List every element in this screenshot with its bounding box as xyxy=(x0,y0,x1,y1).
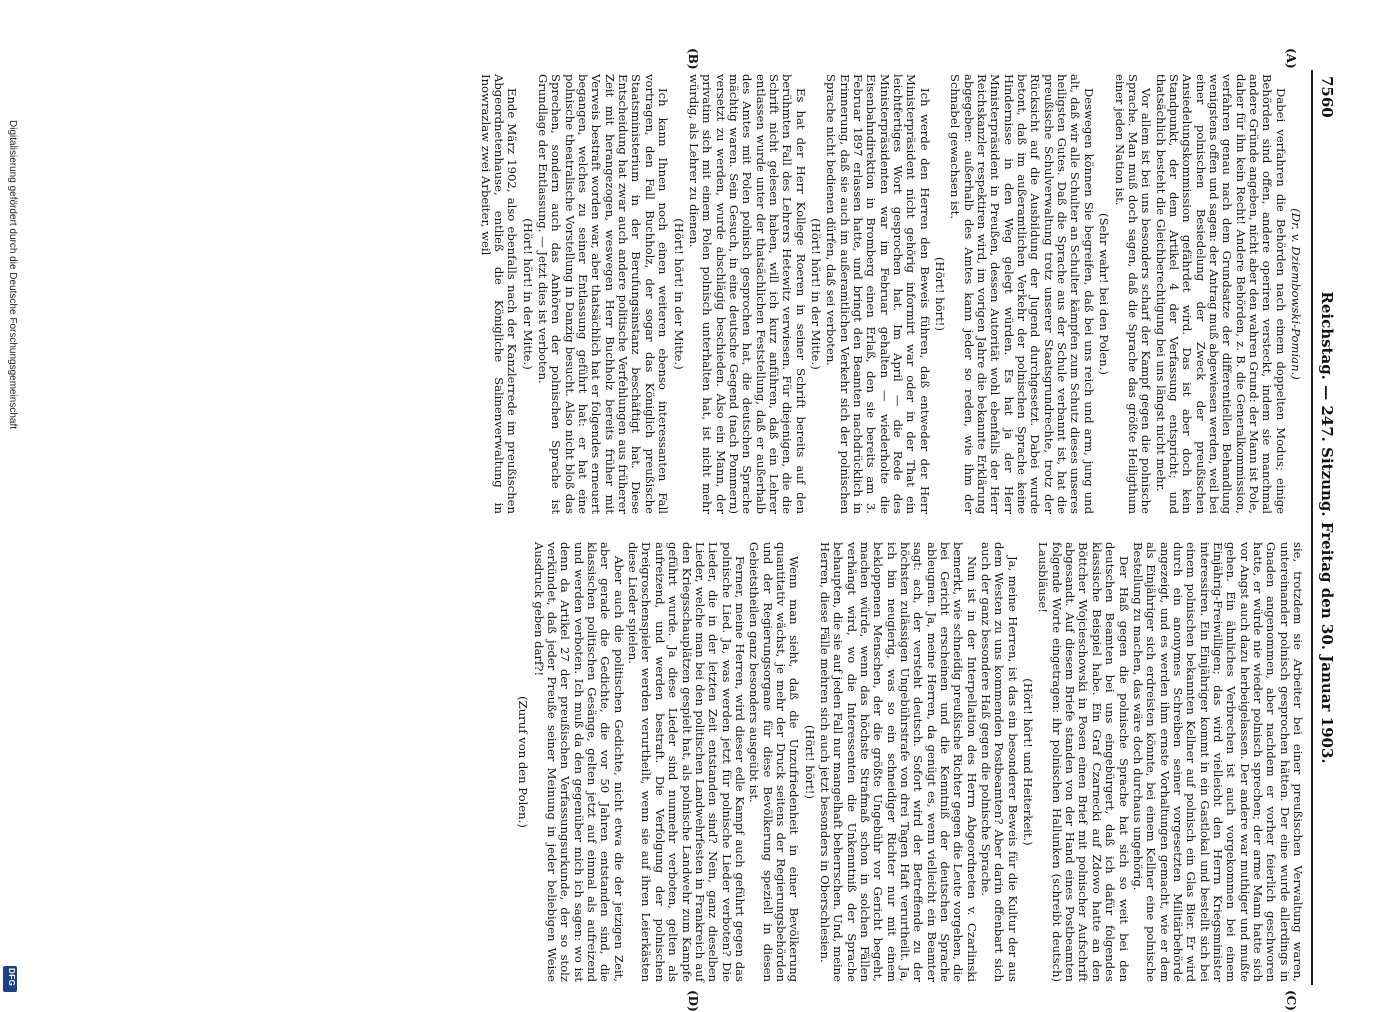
interjection: (Hört! hört! in der Mitte.) xyxy=(520,218,535,370)
speaker-name: (Dr. v. Dziembowski-Pomian.) xyxy=(1289,208,1303,380)
interjection: (Zuruf von den Polen.) xyxy=(516,696,531,828)
rotated-document-page xyxy=(75,48,1340,1012)
right-text-column xyxy=(84,542,1304,982)
left-text-column xyxy=(84,74,1304,514)
interjection: (Hört! hört!) xyxy=(802,725,817,799)
paragraph: Es hat der Herr Kollege Roeren in seiner Schrift bereits auf den berühmten Fall des Lehrers Hetewitz verwiesen. Für diejenigen, die die Schrift nicht gelesen haben, will ich kurz anführen, daß ein Lehrer entlassen wurde unter der thatsächlichen Feststellung, daß er außerhalb des Amtes mit Polen polnisch gesprochen hat, die deutschen Sprache mächtig waren. Sein Gesuch, in eine deutsche Gegend (nach Pommern) versetzt zu werden, wurde abschlägig beschieden. Also ein Mann, der privatim sich mit einem Polen polnisch unterhalten hat, ist nicht mehr würdig, als Lehrer zu dienen. xyxy=(686,74,808,514)
paragraph: Ferner, meine Herren, wird dieser edle Kampf auch geführt gegen das polnische Lied. Ja, was werden jetzt für polnische Lieder verboten? Die Lieder, die in der letzten Zeit entstanden sind? Nein, ganz dieselben Lieder, welche man bei den politischen Landwehrfesten in Frankreich auf den Kriegsschauplätzen gespielt hat, als polnische Landwehr zum Kampfe geführt wurde. Ja diese Lieder sind nunmehr verboten, gelten als aufreizend, und werden bestraft. Die Verfolgung der polnischen Dreigroschenspieler werden verurtheilt, wenn sie auf ihren Leierkästen diese Lieder spielen. xyxy=(626,542,747,982)
page-title: Reichstag. — 247. Sitzung. Freitag den 30. Januar 1903. xyxy=(1318,291,1336,764)
interjection: (Hört! hört! und Heiterkeit.) xyxy=(1021,678,1036,846)
paragraph: Ich kann Ihnen noch einen weiteren ebenso interessanten Fall vortragen, den Fall Buchholz, der sogar das Königlich preußische Staatsministerium in der Berufungsinstanz beschäftigt hat. Diese Entscheidung hat zwar auch andere politische Verfehlungen aus früherer Zeit mit herangezogen, weswegen Herr Buchholz bereits früher mit Verweis bestraft worden war, aber thatsächlich hat er folgendes erneuert begangen, welches zu seiner Entlassung geführt hat: er hat eine polnische theatralische Vorstellung in Danzig besucht. Also nicht bloß das Sprechen, sondern auch das Anhören der polnischen Sprache ist Grundlage der Entlassung. — Jetzt dies ist verboten. xyxy=(536,74,671,514)
paragraph: Ich werde den Herren den Beweis führen, daß entweder der Herr Ministerpräsident nicht gehörig informirt war oder in der That ein leichtfertiges Wort gesprochen hat. Im April — die Rede des Ministerpräsidenten war im Februar gehalten — wiederholte die Eisenbahndirektion in Bromberg einen Erlaß, den sie bereits am 3. Februar 1897 erlassen hatte, und bringt den Beamten nachdrücklich in Erinnerung, daß sie auch im außeramtlichen Verkehr sich der polnischen Sprache nicht bedienen dürfen, daß sei verboten. xyxy=(824,74,932,514)
header-rule xyxy=(1311,70,1313,985)
margin-marker-a: (A) xyxy=(1284,48,1298,69)
digitization-note xyxy=(6,120,18,920)
paragraph: Ja, meine Herren, ist das ein besonderer Beweis für die Kultur der aus dem Westen zu uns kommenden Postbeamten? Aber darin offenbart sich auch der ganz besondere Haß gegen die polnische Sprache. xyxy=(979,542,1020,982)
interjection: (Hört! hört! in der Mitte.) xyxy=(808,218,823,370)
paragraph: Nun ist in der Interpellation des Herrn Abgeordneten v. Czarlinski bemerkt, wie schneidig preußische Richter gegen die Leute vorgehen, die bei Gericht erscheinen und die Kenntniß der deutschen Sprache ableugnen. Ja, meine Herren, da genügt es, wenn vielleicht ein Beamter sagt: ach, der versteht deutsch. Sofort wird der Betreffende zu der höchsten zulässigen Ungebührstrafe von drei Tagen Haft verurtheilt. Ja, ich bin neugierig, was so ein schneidiger Richter nur mit einem bekloppenen Menschen, der die größte Ungebühr vor Gericht begeht, machen würde, wenn das höchste Strafmaß schon in solchen Fällen verhängt wird, wo die Interessenten die Unkenntniß der Sprache behaupten, die sie auf jeden Fall nur mangelhaft beherrschen. Und, meine Herren, diese Fälle mehren sich auch jetzt besonders in Oberschlesien. xyxy=(817,542,979,982)
paragraph: Vor allem ist bei uns besonders scharf der Kampf gegen die polnische Sprache. Man muß doch sagen, daß die Sprache das größte Heiligthum einer jeden Nation ist. xyxy=(1112,74,1154,514)
paragraph: sie, trotzdem sie Arbeiter bei einer preußischen Verwaltung waren, untereinander polnisch gesprochen hätten. Der eine wurde allerdings in Gnaden angenommen, aber nachdem er vorher feierlich geschworen hatte, er würde nie wieder polnisch sprechen; der arme Mann hatte sich vor Angst auch dazu herbeigelassen. Der andere war muthiger und mußte gehen. Ein ähnliches Verbrechen ist auch vorgekommen bei einem Einjährig-Freiwilligen; das wird vielleicht den Herrn Kriegsminister interessiren. Ein Einjähriger kommt in ein Gastlokal und bestellt sich bei einem polnischen bekannten Kellner auf polnisch ein Glas Bier. Er wird durch ein anonymes Schreiben seiner vorgesetzten Militärbehörde angezeigt, und es werden ihm ernste Vorhaltungen gemacht, wie er dem als Einjähriger sich erdreisten könnte, bei einem Kellner eine polnische Bestellung zu machen, das wäre doch durchaus ungehörig. xyxy=(1130,542,1305,982)
margin-marker-d: (D) xyxy=(686,990,700,1012)
dfg-logo-text: DFG xyxy=(7,968,16,987)
interjection: (Sehr wahr! bei den Polen.) xyxy=(1097,213,1112,375)
margin-marker-b: (B) xyxy=(686,48,700,70)
interjection: (Hört! hört! in der Mitte.) xyxy=(671,218,686,370)
dfg-logo xyxy=(3,966,17,992)
digitization-note-text: Digitalisierung gefördert durch die Deutsche Forschungsgemeinschaft xyxy=(7,120,18,430)
interjection: (Hört! hört!) xyxy=(933,257,948,331)
paragraph: Dabei verfahren die Behörden nach einem doppelten Modus; einige Behörden sind offen, andere operiren versteckt, indem sie manchmal andere Gründe angeben, nicht aber den wahren Grund: der Mann ist Pole, daher für ihn kein Recht! Andere Behörden, z. B. die Generalkommission, verfahren genau nach dem Grundsatze der differentiellen Behandlung wenigstens offen und sagen: der Antrag muß abgewiesen werden, weil bei einer polnischen Besiedelung der Zweck der preußischen Ansiedelungskommission gefährdet wird. Das ist aber doch kein Standpunkt, der dem Artikel 4 der Verfassung entspricht; und thatsächlich besteht die Gleichberechtigung bei uns längst nicht mehr. xyxy=(1153,74,1288,514)
margin-marker-c: (C) xyxy=(1284,990,1298,1011)
page-number: 7560 xyxy=(1318,76,1336,118)
paragraph: Ende März 1902, also ebenfalls nach der Kanzlerrede im preußischen Abgeordnetenhause, entließ die Königliche Salinenverwaltung in Inowrazlaw zwei Arbeiter, weil xyxy=(478,74,520,514)
paragraph: Aber auch die politischen Gedichte, nicht etwa die der jetzigen Zeit, aber gerade die Gedichte, die vor 50 Jahren entstanden sind, die klassischen politischen Gesänge, gelten jetzt auf einmal als aufreizend und werden verboten. Ich muß da den gegenüber mich ich sagen: wo ist denn da Artikel 27 der preußischen Verfassungsurkunde, der so stolz verkündet, daß jeder Preuße seiner Meinung in jeder beliebigen Weise Ausdruck geben darf?! xyxy=(531,542,626,982)
paragraph: Deswegen können Sie begreifen, daß bei uns reich und arm, jung und alt, daß wir alle Schulter an Schulter kämpfen zum Schutz dieses unseres heiligsten Gutes. Daß die Sprache aus der Schule verbannt ist, hat die preußische Schulverwaltung trotz unserer Staatsgrundrechte, trotz der Rücksicht auf die Ausbildung der Jugend durchgesetzt. Dabei wurde betont, daß im außeramtlichen Verkehr der polnischen Sprache keine Hindernisse in den Weg gelegt würden. Es hat ja der Herr Ministerpräsident in Preußen, dessen Autorität wohl ebenfalls der Herr Reichskanzler respektiren wird, im vorigen Jahre die bekannte Erklärung abgegeben: außerhalb des Amtes kann jeder so reden, wie ihm der Schnabel gewachsen ist. xyxy=(948,74,1096,514)
paragraph: Der Haß gegen die polnische Sprache hat sich so weit bei den deutschen Beamten bei uns eingebürgert, daß ich dafür folgendes klassische Beispiel habe. Ein Graf Czarnecki auf Zdowo hatte an den Böttcher Wojcieschowski in Posen einen Brief mit polnischer Aufschrift abgesandt. Auf diesem Briefe standen von der Hand eines Postbeamten folgende Worte eingetragen: ihr polnischen Hallunken (schreibt deutsch) Lausbläuse! xyxy=(1036,542,1131,982)
page-header xyxy=(1310,70,1340,985)
paragraph: Wenn man sieht, daß die Unzufriedenheit in einer Bevölkerung quantitativ wächst, je mehr der Druck seitens der Regierungsbehörden und der Regierungsorgane für diese Bevölkerung speziell in diesen Gebietstheilen ganz besonders ausgeübt ist. xyxy=(747,542,802,982)
